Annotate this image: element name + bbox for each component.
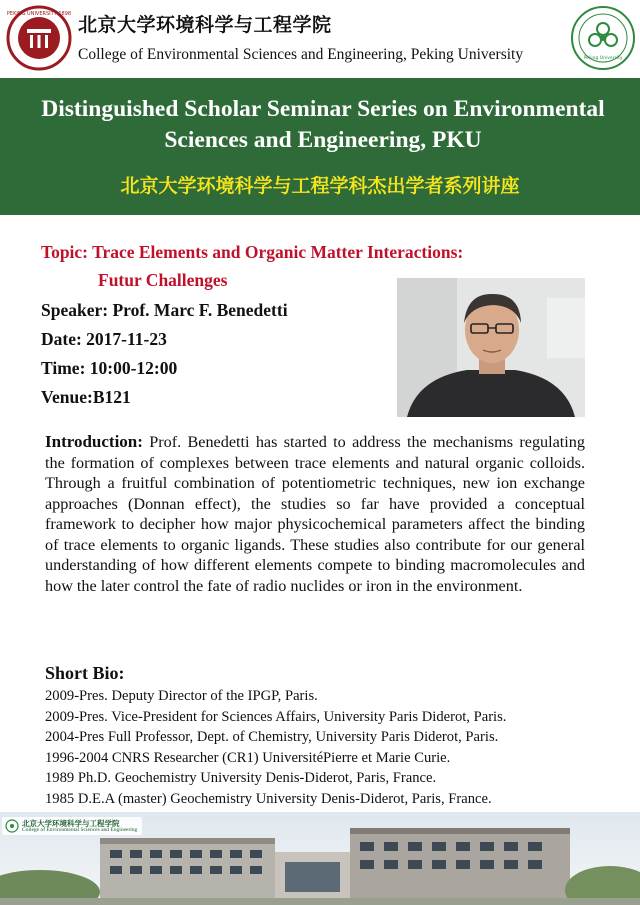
banner-title-line2: Sciences and Engineering, PKU: [164, 127, 482, 153]
footer-badge-en: College of Environmental Sciences and Engineering: [22, 827, 138, 833]
cese-small-logo-icon: [5, 819, 19, 833]
college-name-cn: 北京大学环境科学与工程学院: [78, 14, 332, 36]
bio-item: 2009-Pres. Deputy Director of the IPGP, Paris.: [45, 688, 318, 704]
pku-logo-text: PEKING UNIVERSITY 1898: [6, 11, 72, 17]
bio-heading: Short Bio:: [45, 663, 125, 683]
footer-badge-cn: 北京大学环境科学与工程学院: [22, 819, 120, 828]
topic-line1: Topic: Trace Elements and Organic Matter Interactions:: [41, 242, 464, 262]
introduction: [45, 432, 585, 596]
bio-list: [45, 686, 506, 810]
header: [0, 0, 640, 78]
introduction-label: Introduction:: [45, 432, 143, 451]
introduction-text: Prof. Benedetti has started to address the mechanisms regulating the formation of complexes between trace elements and natural organic colloids. Through a fruitful combination of potentiometric techniques, new ion exchange approaches (Donnan effect), the studies so far have provided a conceptual framework to decipher how major physicochemical parameters affect the binding of trace elements to organic ligands. These studies also contribute for our general understanding of how different elements compete to binding macromolecules and how the later control the fate of radio nuclides or iron in the environment.: [45, 433, 585, 595]
speaker-photo: [397, 278, 585, 417]
banner-title-line1: Distinguished Scholar Seminar Series on Environmental: [41, 96, 605, 122]
cese-logo-text: Peking University: [583, 56, 623, 61]
bio-item: 1985 D.E.A (master) Geochemistry University Denis-Diderot, Paris, France.: [45, 790, 492, 807]
time: Time: 10:00-12:00: [41, 358, 178, 378]
venue: Venue:B121: [41, 387, 131, 407]
banner-title-cn: 北京大学环境科学与工程学科杰出学者系列讲座: [120, 175, 520, 197]
cese-logo-icon: [570, 5, 636, 71]
topic-line2: Futur Challenges: [98, 270, 228, 290]
bio-item: 1996-2004 CNRS Researcher (CR1) UniversitéPierre et Marie Curie.: [45, 749, 451, 766]
college-name-en: College of Environmental Sciences and Engineering, Peking University: [78, 46, 524, 63]
speaker: Speaker: Prof. Marc F. Benedetti: [41, 300, 288, 320]
date: Date: 2017-11-23: [41, 329, 167, 349]
banner-title: [10, 94, 636, 156]
seminar-banner: [0, 78, 640, 215]
bio-item: 2009-Pres. Vice-President for Sciences Affairs, University Paris Diderot, Paris.: [45, 708, 507, 725]
bio-item: 2004-Pres Full Professor, Dept. of Chemistry, University Paris Diderot, Paris.: [45, 729, 499, 746]
pku-logo-icon: [6, 5, 72, 71]
bio-item: 1989 Ph.D. Geochemistry University Denis-Diderot, Paris, France.: [45, 770, 437, 787]
